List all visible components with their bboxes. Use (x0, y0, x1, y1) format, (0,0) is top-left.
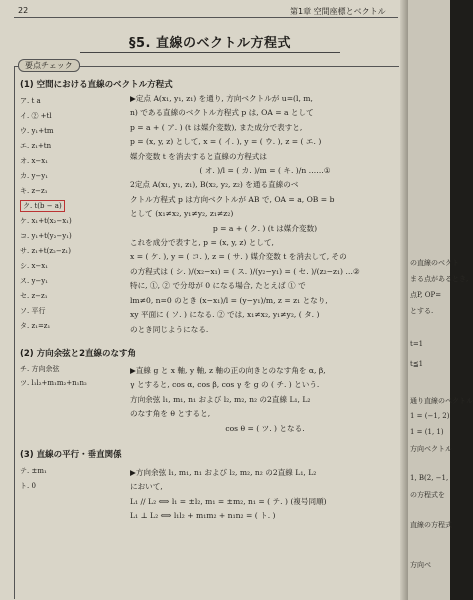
answer-ta: タ. z₁=z₁ (20, 322, 51, 330)
section-title: §5. 直線のベクトル方程式 (128, 36, 291, 51)
text-line: のとき同じようになる. (130, 324, 209, 334)
answer-o: オ. x−x₁ (20, 157, 49, 165)
answer-ku: ク. t(b − a) (20, 200, 65, 212)
right-page-line: 点P, OP= (410, 291, 442, 299)
text-line: xy 平面に ( ソ. ) になる. ② では, x₁≠x₂, y₁≠y₂, ( タ. ) (130, 310, 320, 320)
text-line: p = a + ( ア. ) (t は媒介変数), また成分で表すと, (130, 122, 303, 132)
answer-shi: シ. x−x₁ (20, 262, 49, 270)
answer-su: ス. y−y₁ (20, 277, 49, 285)
right-page-line: まる点があるとき, (410, 275, 469, 283)
text-line: ▶方向余弦 l₁, m₁, n₁ および l₂, m₂, n₂ の2直線 L₁, L₂ (130, 468, 317, 477)
answer-ka: カ. y−y₁ (20, 172, 49, 180)
right-page-line: の方程式を (410, 491, 445, 499)
text-line: 方向余弦 l₁, m₁, n₁ および l₂, m₂, n₂ の2直線 L₁, L₂ (130, 394, 311, 404)
header-rule (14, 17, 398, 18)
section-2-heading: (2) 方向余弦と2直線のなす角 (20, 349, 137, 359)
right-page-line: t≦1 (410, 360, 424, 368)
answer-so: ソ. 平行 (20, 307, 46, 315)
text-line: クトル方程式 p は方向ベクトルが AB で, OA = a, OB = b (130, 194, 335, 204)
answer-se: セ. z−z₁ (20, 292, 48, 300)
title-rule (80, 52, 340, 53)
right-page (408, 0, 473, 600)
text-line: において, (130, 482, 163, 492)
text-line: lm≠0, n=0 のとき (x−x₁)/l = (y−y₁)/m, z = z₁ となり, (130, 295, 328, 305)
text-line: これを成分で表すと, p = (x, y, z) として, (130, 238, 274, 248)
text-line: 媒介変数 t を消去すると直線の方程式は (130, 151, 267, 161)
answer-sa: サ. z₁+t(z₂−z₁) (20, 247, 71, 255)
answer-u: ウ. y₁+tm (20, 127, 54, 135)
checklist-tag: 要点チェック (18, 59, 80, 72)
answer-ke: ケ. x₁+t(x₂−x₁) (20, 217, 72, 225)
text-line: ▶直線 g と x 軸, y 軸, z 軸の正の向きとのなす角を α, β, (130, 366, 326, 375)
right-page-line: 通り直線のベクトル (410, 397, 473, 405)
text-line: L₁ ⊥ L₂ ⟺ l₁l₂ + m₁m₂ + n₁n₂ = ( ト. ) (130, 511, 276, 521)
answer-tsu: ツ. l₁l₂+m₁m₂+n₁n₂ (20, 379, 87, 387)
text-line: γ とすると, cos α, cos β, cos γ を g の ( チ. ) という. (130, 380, 320, 390)
answer-chi: チ. 方向余弦 (20, 365, 60, 373)
equation-1: ( オ. )/l = ( カ. )/m = ( キ. )/n ……① (199, 166, 331, 176)
right-page-line: 直線の方程式 (410, 521, 452, 529)
section-3-heading: (3) 直線の平行・垂直関係 (20, 450, 122, 460)
section-2-text (130, 364, 400, 436)
text-line: x = ( ケ. ), y = ( コ. ), z = ( サ. ) 媒介変数 t を消去して, その (130, 252, 347, 262)
answer-to: ト. 0 (20, 482, 36, 490)
equation-vector: p = a + ( ク. ) (t は媒介変数) (212, 223, 318, 233)
answer-ko: コ. y₁+t(y₂−y₁) (20, 232, 72, 240)
answer-i: イ. ② +tl (20, 112, 52, 120)
section-1-text (130, 92, 400, 337)
text-line: のなす角を θ とすると, (130, 409, 211, 419)
equation-2: の方程式は ( シ. )/(x₂−x₁) = ( ス. )/(y₂−y₁) = ( セ. )/(z₂−z₁) …② (130, 266, 360, 276)
right-page-line: t=1 (410, 340, 424, 348)
right-page-line: 方向べ (410, 561, 431, 569)
text-line: L₁ // L₂ ⟺ l₁ = ±l₂, m₁ = ±m₂, n₁ = ( テ. ) (複号同順) (130, 496, 327, 506)
text-line: として (x₁≠x₂, y₁≠y₂, z₁≠z₂) (130, 209, 234, 219)
section-3-text (130, 466, 400, 524)
answer-a: ア. t a (20, 97, 41, 105)
section-1-heading: (1) 空間における直線のベクトル方程式 (20, 80, 173, 90)
chapter-header: 第1章 空間座標とベクトル (290, 7, 386, 16)
answer-ki: キ. z−z₁ (20, 187, 48, 195)
text-line: n) である直線のベクトル方程式 p は, OA = a として (130, 108, 314, 118)
right-page-line: 1 = (−1, 2) (410, 412, 450, 420)
text-line: 2定点 A(x₁, y₁, z₁), B(x₂, y₂, z₂) を通る直線のベ (130, 180, 299, 190)
equation-cos: cos θ = ( ツ. ) となる. (225, 423, 305, 433)
text-line: 特に, ①, ② で分母が 0 になる場合, たとえば ① で (130, 281, 306, 291)
right-page-line: 方向ベクトル (410, 445, 452, 453)
text-line: p = (x, y, z) として, x = ( イ. ), y = ( ウ. ), z = ( エ. ) (130, 137, 322, 147)
right-page-line: 1 = (1, 1) (410, 428, 444, 436)
right-page-line: 1, B(2, −1, (410, 474, 449, 482)
page-number: 22 (18, 6, 29, 15)
right-page-line: とする. (410, 307, 434, 315)
answer-e: エ. z₁+tn (20, 142, 52, 150)
right-page-line: の直線のベクト (410, 259, 459, 267)
text-line: ▶定点 A(x₁, y₁, z₁) を通り, 方向ベクトルが u=(l, m, (130, 94, 313, 103)
answer-te: テ. ±m₁ (20, 467, 47, 475)
